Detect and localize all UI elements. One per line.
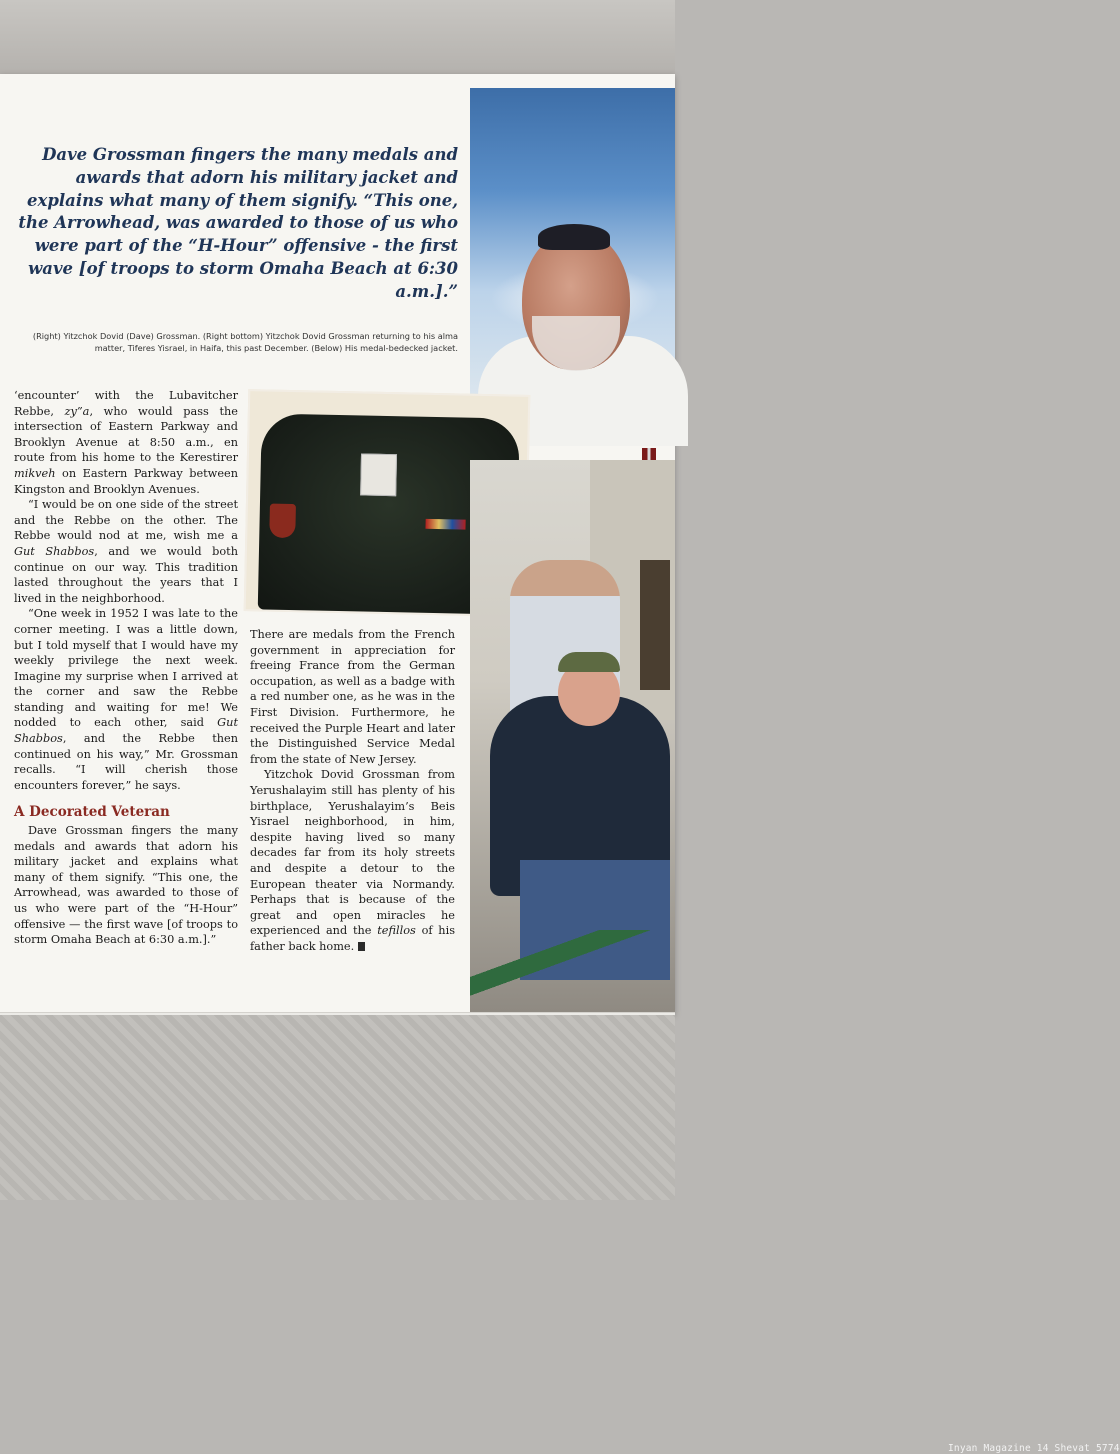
pull-quote: Dave Grossman fingers the many medals and awards that adorn his military jacket and explains what many of them signify. “This one, the Arrowhead, was awarded to those of us who were part of the “H-Hour” offensive - the first wave [of troops to storm Omaha Beach at 6:30 a.m.].” (18, 145, 458, 301)
paragraph: There are medals from the French government in appreciation for freeing France from the German occupation, as well as a badge with a red number one, as he was in the First Division. Furthermore, he received the Purple Heart and later the Distinguished Service Medal from the state of New Jersey. (250, 628, 455, 766)
table-surface-top (0, 0, 675, 80)
paragraph: “I would be on one side of the street and the Rebbe on the other. The Rebbe would nod at me, wish me a Gut Shabbos, and we would both continue on our way. This tradition lasted throughout the years that I lived in the neighborhood. (14, 498, 238, 605)
table-surface-bottom (0, 1015, 675, 1200)
paragraph: ‘encounter’ with the Lubavitcher Rebbe, zy”a, who would pass the intersection of Eastern Parkway and Brooklyn Avenue at 8:50 a.m., en route from his home to the Kerestirer mikveh on Eastern Parkway between Kingston and Brooklyn Avenues. (14, 389, 238, 496)
paragraph: Yitzchok Dovid Grossman from Yerushalayim still has plenty of his birthplace, Yerushalayim’s Beis Yisrael neighborhood, in him, despite having lived so many decades far from its holy streets and despite a detour to the European theater via Normandy. Perhaps that is because of the great and open miracles he experienced and the tefillos of his father back home. (250, 768, 455, 953)
medal-ribbon (425, 519, 465, 530)
section-heading: A Decorated Veteran (14, 804, 170, 821)
portrait-photo (470, 88, 675, 428)
page-footer: Inyan Magazine 14 Shevat 5774 (948, 1443, 1120, 1454)
end-mark-icon (358, 942, 365, 951)
photo-caption: (Right) Yitzchok Dovid (Dave) Grossman. (Right bottom) Yitzchok Dovid Grossman returning to his alma matter, Tiferes Yisrael, in Haifa, this past December. (Below) His medal-bedecked jacket. (32, 331, 458, 353)
street-photo (470, 460, 1120, 1454)
left-column (14, 388, 238, 948)
paragraph: Dave Grossman fingers the many medals and awards that adorn his military jacket and explains what many of them signify. “This one, the Arrowhead, was awarded to those of us who were part of the “H-Hour” offensive — the first wave [of troops to storm Omaha Beach at 6:30 a.m.].” (14, 824, 238, 947)
paragraph: “One week in 1952 I was late to the corner meeting. I was a little down, but I told myself that I would have my weekly privilege the next week. Imagine my surprise when I arrived at the corner and saw the Rebbe standing and waiting for me! We nodded to each other, said Gut Shabbos, and the Rebbe then continued on his way,” Mr. Grossman recalls. “I will cherish those encounters forever,” he says. (14, 607, 238, 792)
right-column (250, 627, 455, 954)
division-patch (269, 504, 296, 539)
